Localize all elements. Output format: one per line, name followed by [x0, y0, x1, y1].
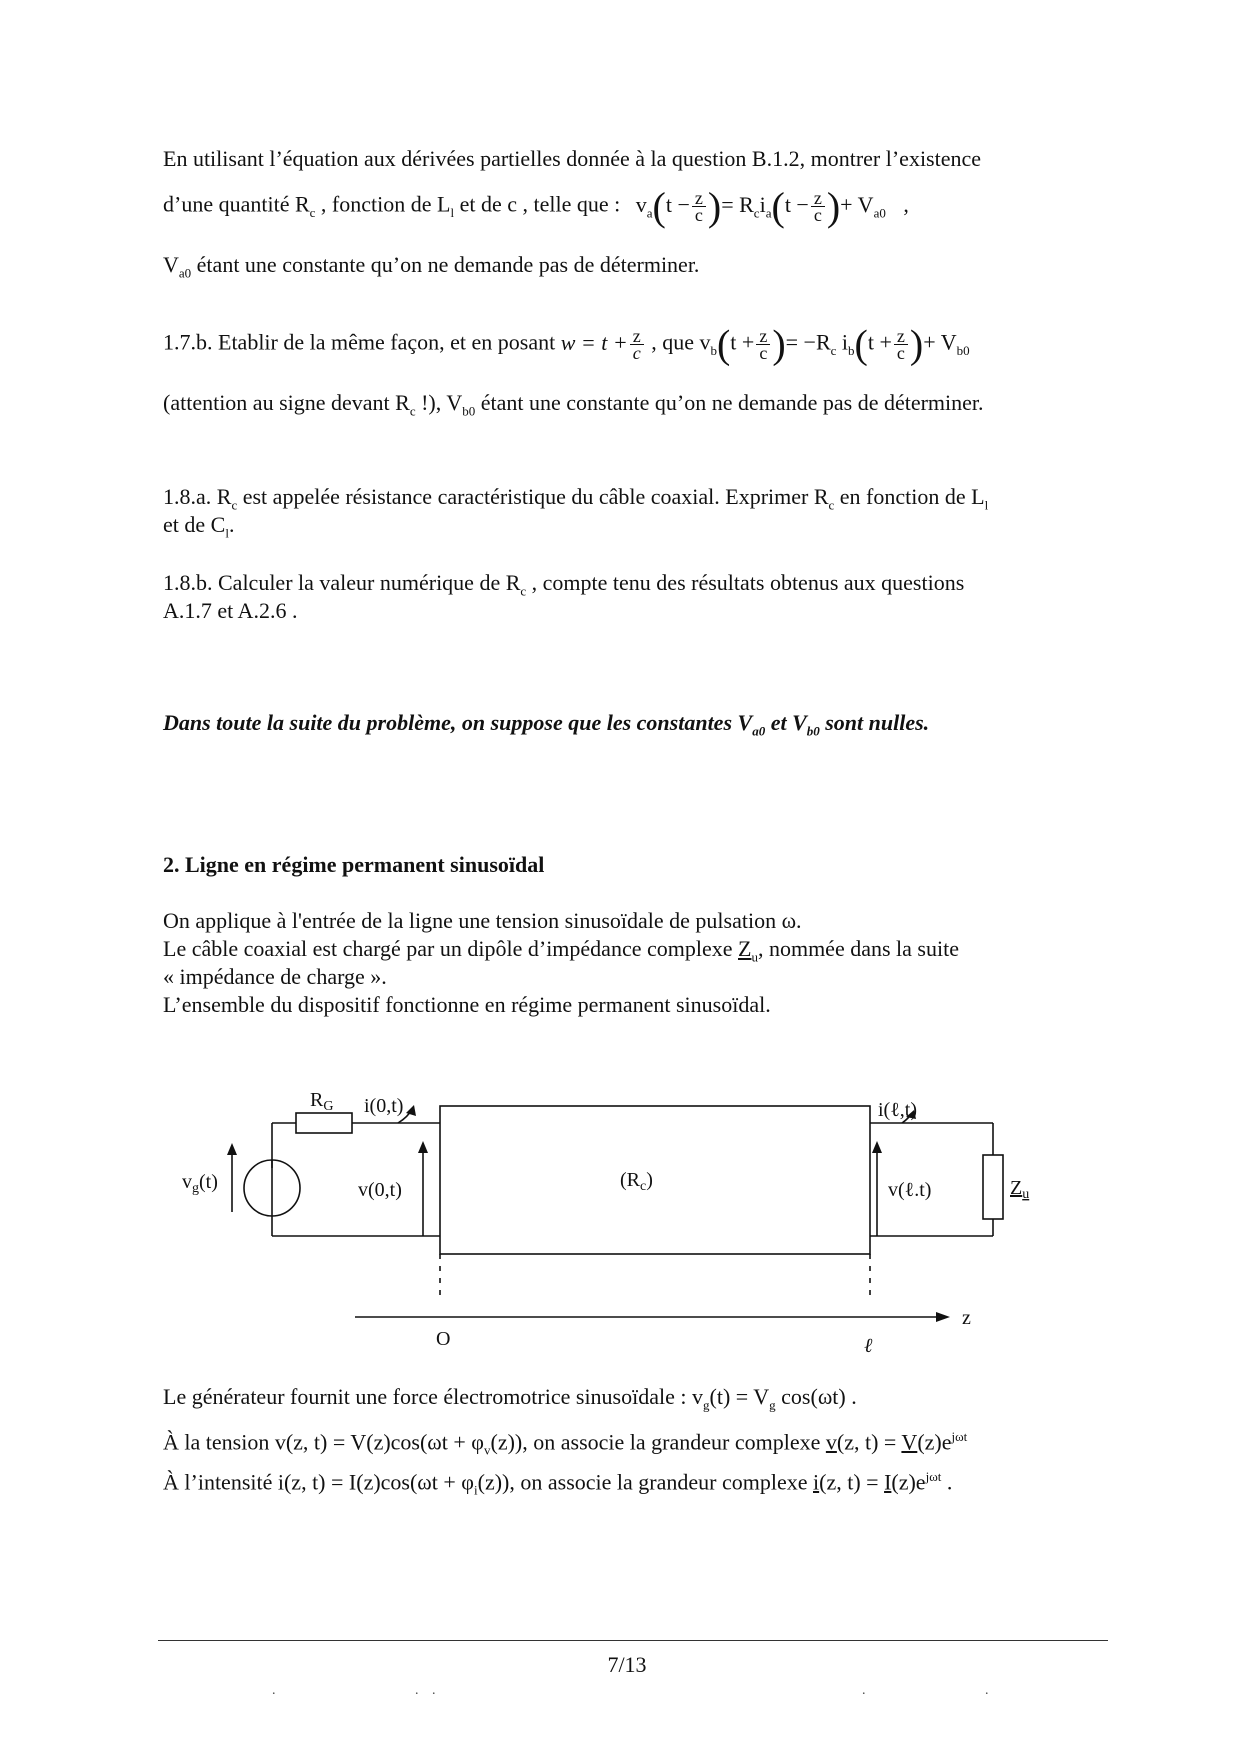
section-line4: L’ensemble du dispositif fonctionne en régime permanent sinusoïdal.: [163, 992, 771, 1017]
axis-z-label: z: [962, 1307, 971, 1329]
label-vg: $v_g(t)$: [182, 1171, 218, 1196]
p4-line2: A.1.7 et A.2.6 .: [163, 598, 298, 623]
generator-equation: Le générateur fournit une force électromotrice sinusoïdale : $v_g(t) = V_g$ cos(ωt) .: [163, 1384, 857, 1413]
current-equation: À l’intensité i(z, $t) = I(z)\cos(\omega t + \varphi_i(z))$, on associe la grandeur complexe i(z, $t) = I(z)e^{j\omega t}$ .: [163, 1469, 953, 1498]
coaxial-line-box: [440, 1106, 870, 1254]
p1-line1: En utilisant l’équation aux dérivées partielles donnée à la question B.1.2, montrer l’existence: [163, 146, 982, 171]
equation-va: $v_a(t$ − $\frac{z}{c}$ )= $R_ci_a(t$ − $\frac{z}{c}$ )+ $V_{a0}$ ,: [635, 183, 909, 229]
label-vl: v(ℓ.t): [888, 1179, 932, 1201]
vl-arrowhead: [872, 1141, 882, 1153]
page-number: 7/13: [607, 1652, 647, 1677]
label-rc: $(R_c)$: [620, 1169, 653, 1194]
axis-origin-label: O: [436, 1328, 451, 1350]
resistor-rg: [296, 1113, 352, 1133]
section-line1: On applique à l'entrée de la ligne une tension sinusoïdale de pulsation ω.: [163, 908, 802, 933]
scan-speck: .: [432, 1683, 436, 1698]
label-zu: $Z_u$: [1010, 1177, 1030, 1202]
p4-line1: 1.8.b. Calculer la valeur numérique de $R_c$ , compte tenu des résultats obtenus aux questions: [163, 570, 965, 599]
axis-arrowhead: [936, 1312, 950, 1322]
label-il: i(ℓ,t): [878, 1099, 918, 1121]
p3-line2: et de $C_l$.: [163, 512, 235, 541]
voltage-equation: À la tension v(z, $t) = V(z)\cos(\omega t + \varphi_v(z))$, on associe la grandeur complexe v(z, $t) = V(z)e^{j\omega t}$: [163, 1429, 968, 1458]
scan-speck: .: [985, 1683, 989, 1698]
label-i0: i(0,t): [364, 1095, 404, 1117]
hypothesis-note: Dans toute la suite du problème, on suppose que les constantes $V_{a0}$ et $V_{b0}$ sont nulles.: [163, 710, 930, 739]
load-impedance-zu: [983, 1155, 1003, 1219]
scan-speck: .: [862, 1683, 866, 1698]
label-v0: v(0,t): [358, 1179, 402, 1201]
p1-line2: d’une quantité $R_c$ , fonction de $L_l$ et de c , telle que : $v_a(t$ − $\frac{z}{c}$ )= $R_ci_a(t$ − $\frac{z}{c}$ )+ $V_{a0}$ ,: [163, 183, 909, 229]
label-rg: $R_G$: [310, 1089, 334, 1114]
scan-speck: .: [272, 1683, 276, 1698]
axis-length-label: ℓ: [864, 1335, 873, 1357]
section-title: 2. Ligne en régime permanent sinusoïdal: [163, 852, 545, 877]
v0-arrowhead: [418, 1141, 428, 1153]
p2-line1: 1.7.b. Etablir de la même façon, et en posant w = t + $\frac{z}{c}$ , que $v_b(t$ + $\frac{z}{c}$ )= $-R_c$ $i_b(t$ + $\frac{z}{c}$ )+ $V_{b0}$: [163, 321, 970, 367]
section-line3: « impédance de charge ».: [163, 964, 387, 989]
footer-rule: [158, 1640, 1108, 1641]
p1-line3: $V_{a0}$ étant une constante qu’on ne demande pas de déterminer.: [163, 252, 700, 281]
section-line2: Le câble coaxial est chargé par un dipôle d’impédance complexe $Z_u$, nommée dans la suite: [163, 936, 959, 965]
p3-line1: 1.8.a. $R_c$ est appelée résistance caractéristique du câble coaxial. Exprimer $R_c$ en fonction de $L_l$: [163, 484, 989, 513]
p2-line2: (attention au signe devant $R_c$ !), $V_{b0}$ étant une constante qu’on ne demande pas de déterminer.: [163, 390, 984, 419]
scan-speck: .: [415, 1683, 419, 1698]
vg-arrowhead: [227, 1143, 237, 1155]
